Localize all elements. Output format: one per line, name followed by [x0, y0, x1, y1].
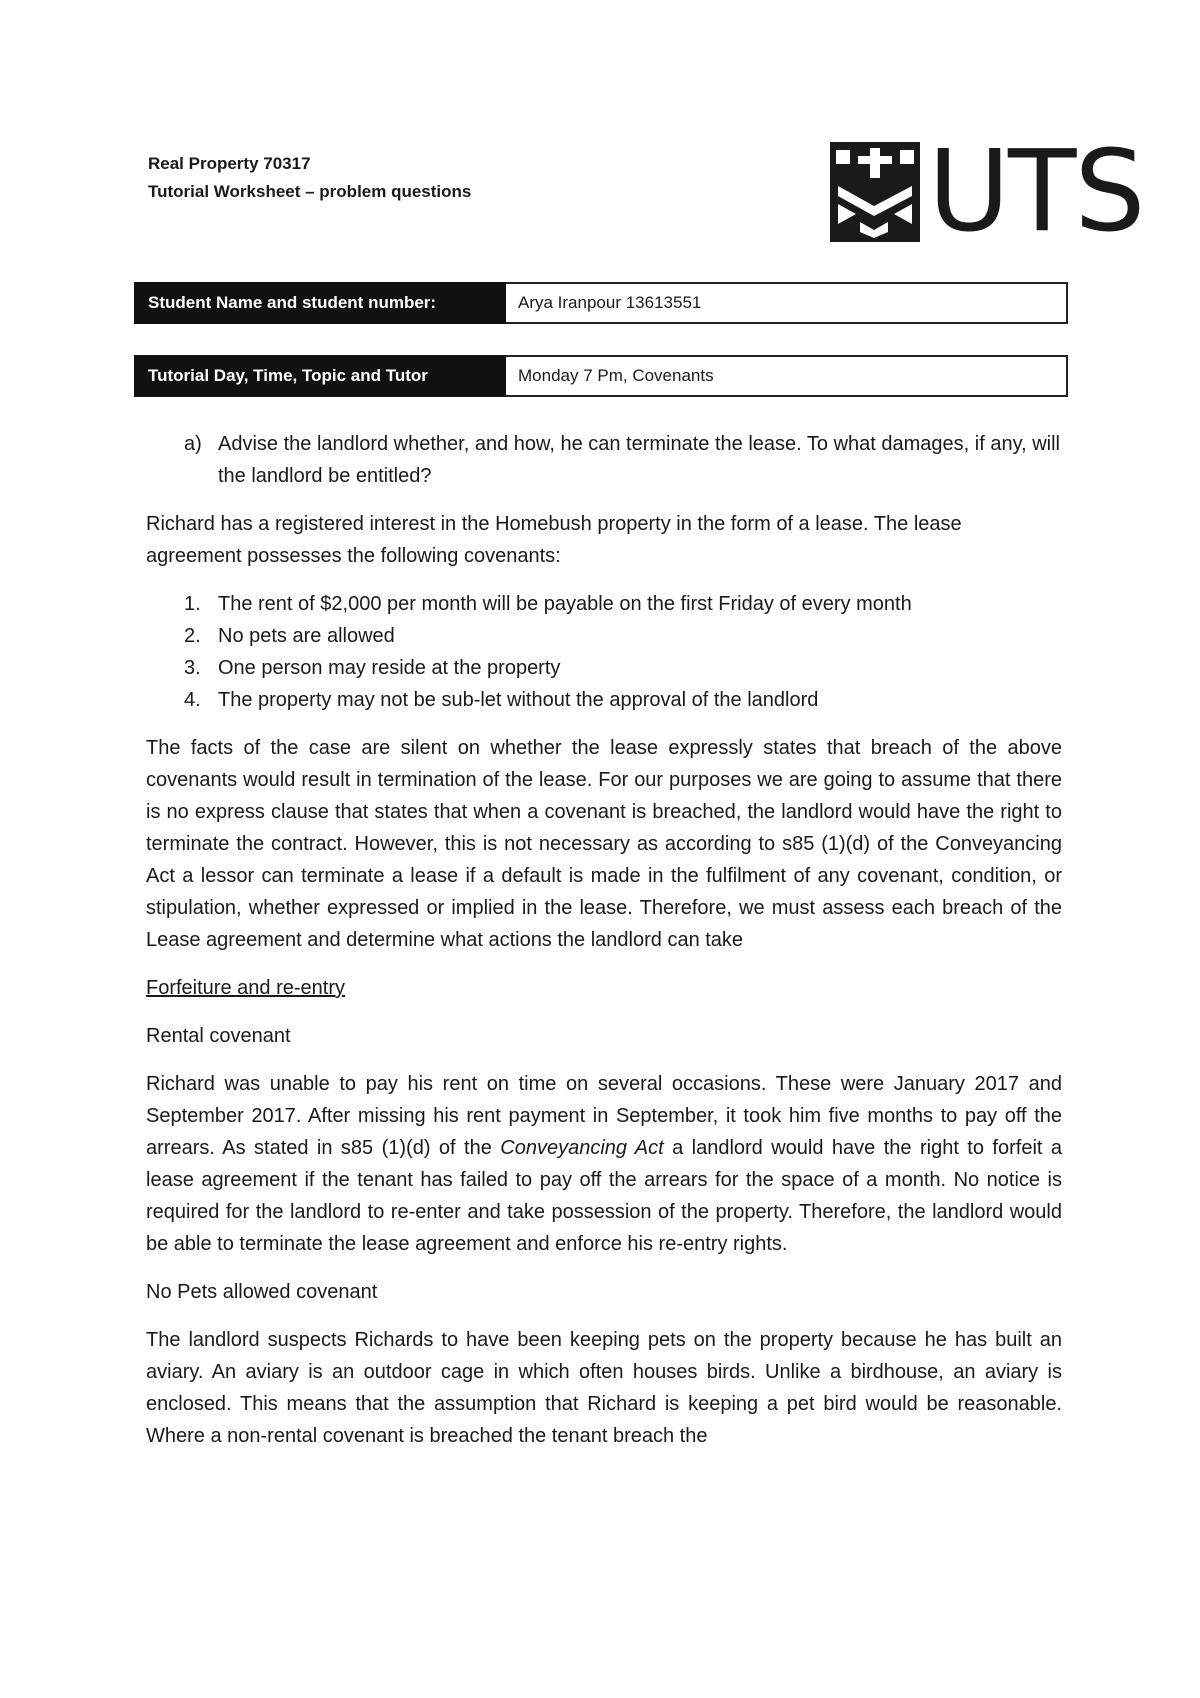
covenant-list	[146, 588, 1062, 716]
document-header	[148, 150, 471, 206]
uts-logo	[830, 127, 1144, 257]
act-name: Conveyancing Act	[500, 1137, 664, 1159]
course-title: Real Property 70317	[148, 154, 311, 173]
student-value: Arya Iranpour 13613551	[506, 282, 1068, 324]
list-item: 2. No pets are allowed	[184, 625, 395, 647]
tutorial-info-row	[134, 355, 1068, 397]
intro-paragraph: Richard has a registered interest in the Homebush property in the form of a lease. The lease agreement possesses the following covenants:	[146, 513, 962, 567]
rental-heading: Rental covenant	[146, 1025, 291, 1047]
list-item: 3. One person may reside at the property	[184, 657, 561, 679]
tutorial-label: Tutorial Day, Time, Topic and Tutor	[134, 355, 506, 397]
document-body	[146, 428, 1062, 1468]
student-info-row	[134, 282, 1068, 324]
question-text: Advise the landlord whether, and how, he can terminate the lease. To what damages, if any, will the landlord be entitled?	[218, 433, 1060, 487]
pets-heading: No Pets allowed covenant	[146, 1281, 378, 1303]
forfeiture-heading: Forfeiture and re-entry	[146, 977, 345, 999]
facts-paragraph: The facts of the case are silent on whether the lease expressly states that breach of the above covenants would result in termination of the lease. For our purposes we are going to assume that there is no express clause that states that when a covenant is breached, the landlord would have the right to terminate the contract. However, this is not necessary as according to s85 (1)(d) of the Conveyancing Act a lessor can terminate a lease if a default is made in the fulfilment of any covenant, condition, or stipulation, whether expressed or implied in the lease. Therefore, we must assess each breach of the Lease agreement and determine what actions the landlord can take	[146, 737, 1062, 951]
rental-paragraph: Richard was unable to pay his rent on time on several occasions. These were January 2017 and September 2017. After missing his rent payment in September, it took him five months to pay off the arrears. As stated in s85 (1)(d) of the Conveyancing Act a landlord would have the right to forfeit a lease agreement if the tenant has failed to pay off the arrears for the space of a month. No notice is required for the landlord to re-enter and take possession of the property. Therefore, the landlord would be able to terminate the lease agreement and enforce his re-entry rights.	[146, 1073, 1062, 1255]
uts-crest-icon	[830, 142, 920, 242]
list-item: 4. The property may not be sub-let without the approval of the landlord	[184, 689, 819, 711]
uts-logo-text: UTS	[928, 127, 1144, 257]
question-a	[146, 428, 1062, 492]
worksheet-title: Tutorial Worksheet – problem questions	[148, 182, 472, 201]
tutorial-value: Monday 7 Pm, Covenants	[506, 355, 1068, 397]
question-label: a)	[184, 433, 202, 455]
pets-paragraph: The landlord suspects Richards to have been keeping pets on the property because he has built an aviary. An aviary is an outdoor cage in which often houses birds. Unlike a birdhouse, an aviary is enclosed. This means that the assumption that Richard is keeping a pet bird would be reasonable. Where a non-rental covenant is breached the tenant breach the	[146, 1329, 1062, 1447]
student-label: Student Name and student number:	[134, 282, 506, 324]
list-item: 1. The rent of $2,000 per month will be payable on the first Friday of every month	[184, 593, 912, 615]
